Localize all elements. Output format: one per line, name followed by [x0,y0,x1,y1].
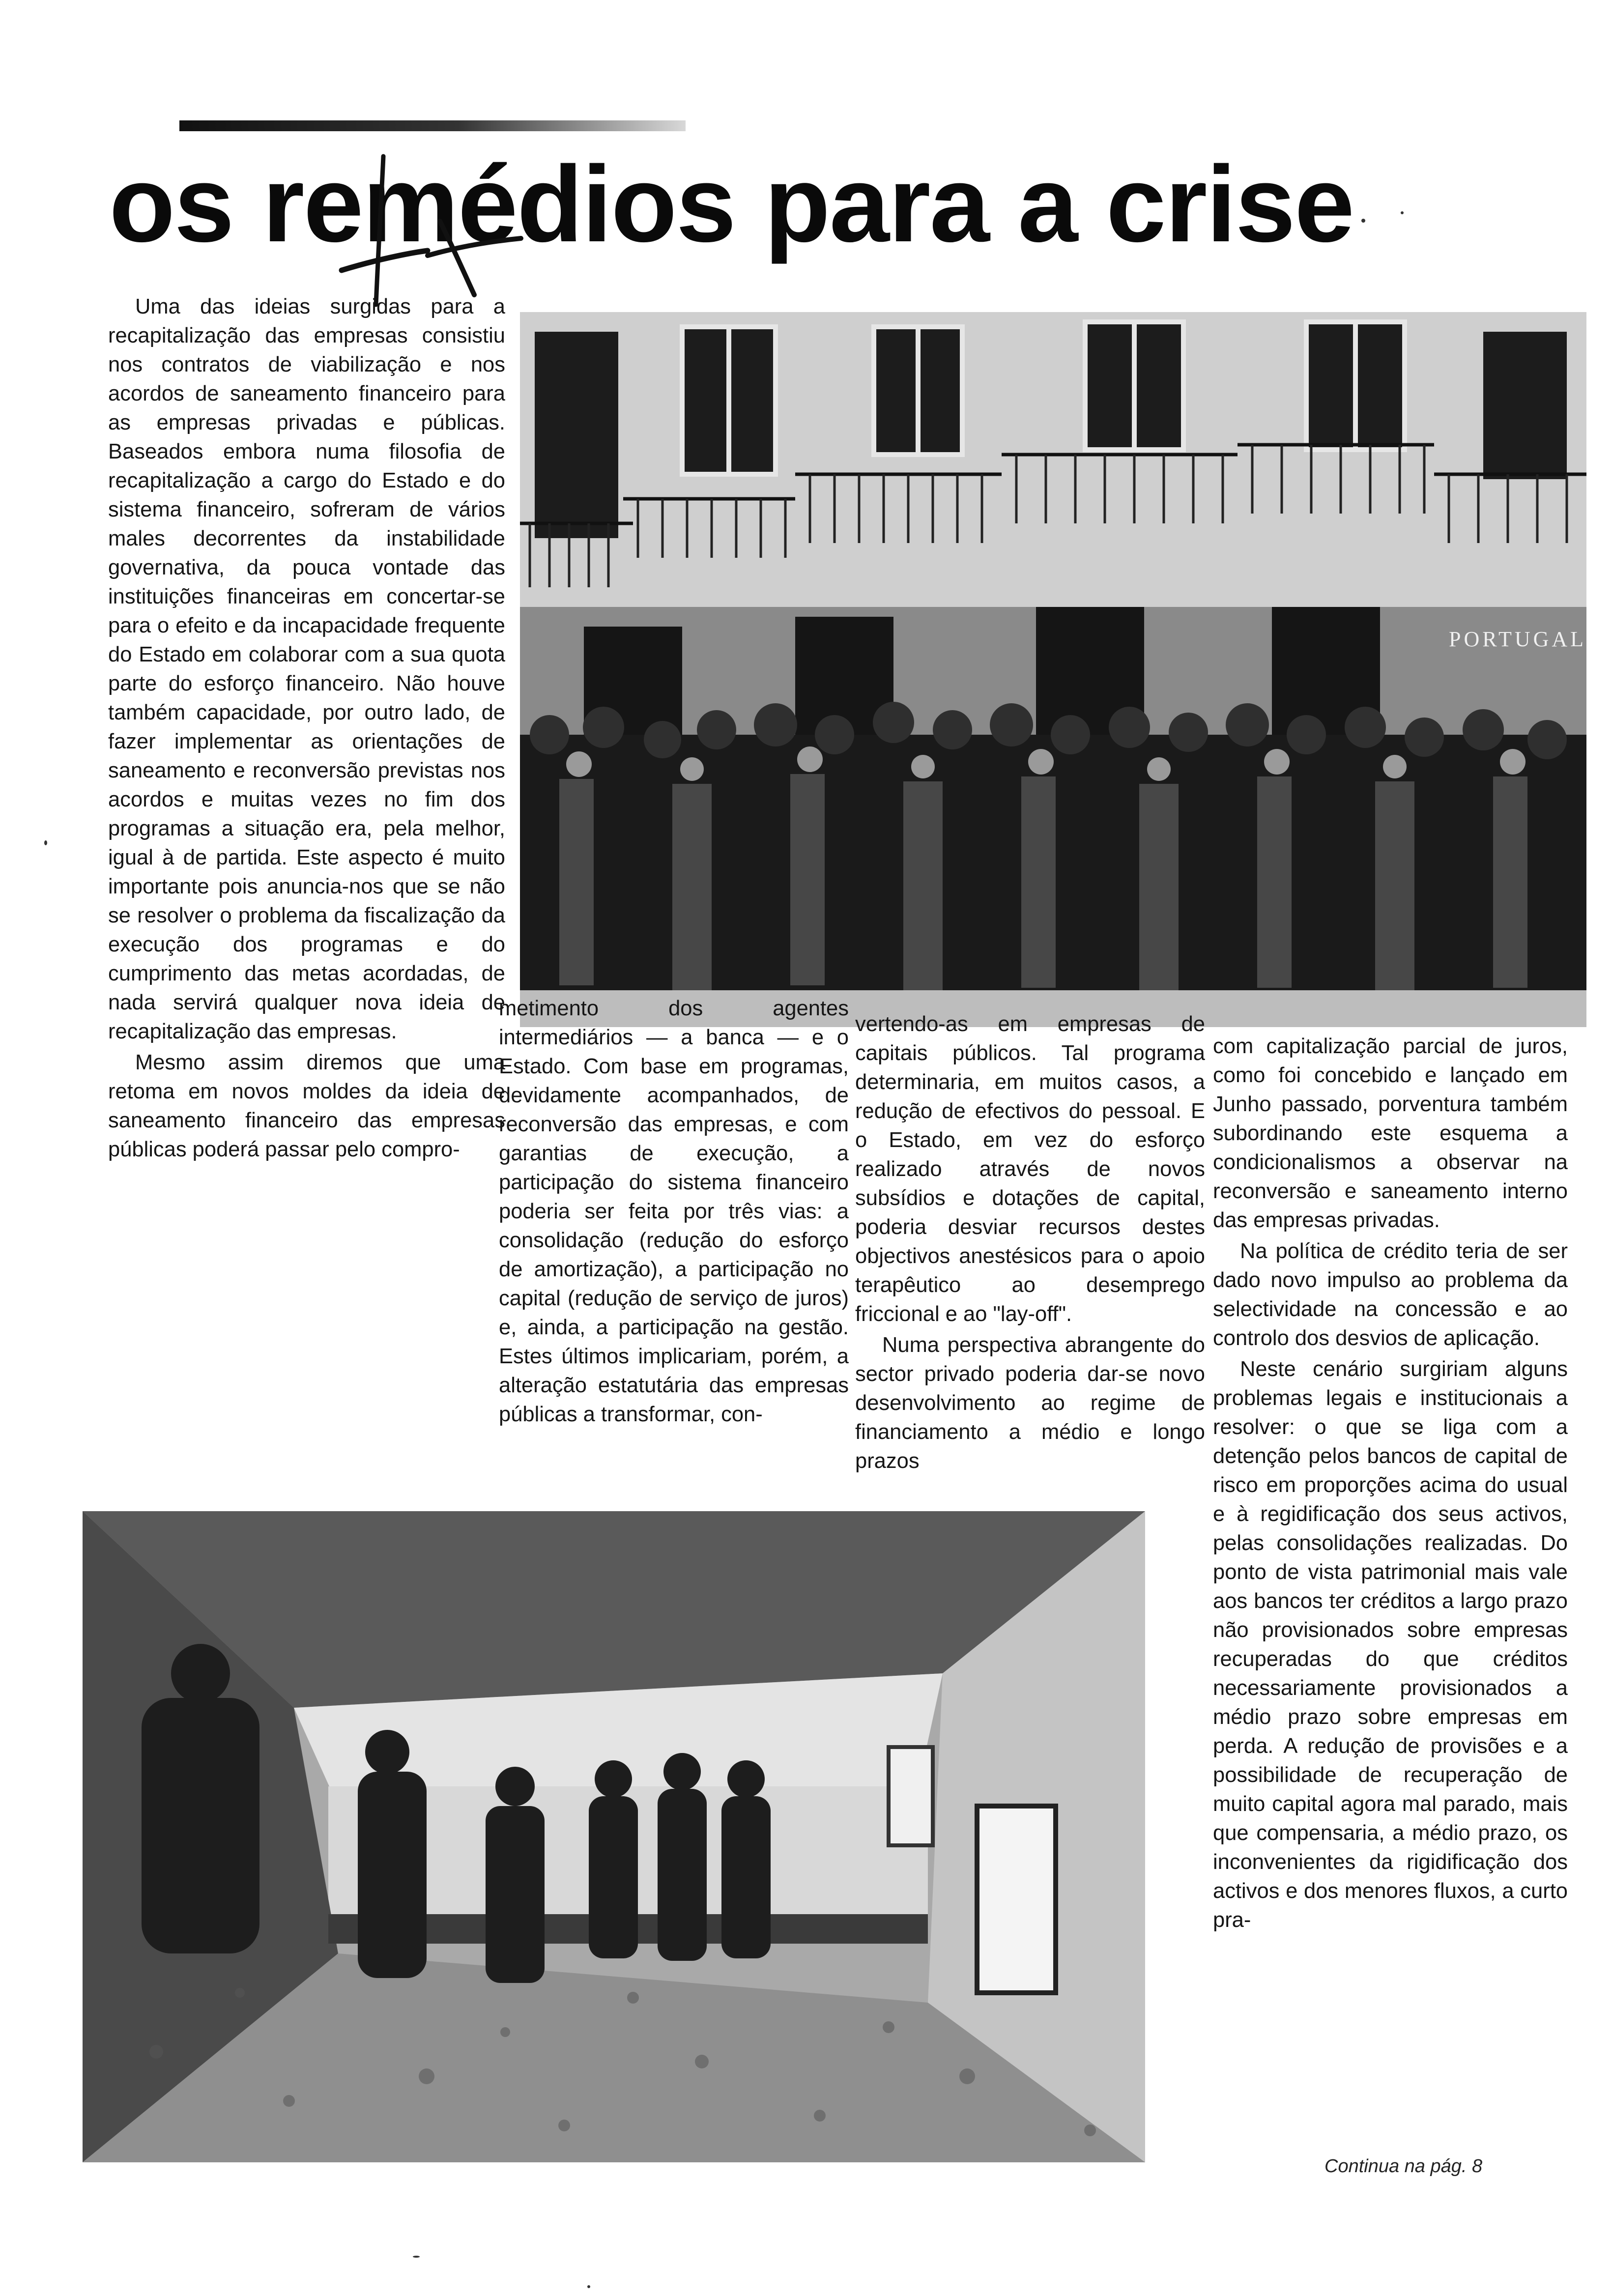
bank-interior-image [83,1511,1145,2162]
print-speck [413,2256,420,2258]
print-speck [1361,219,1365,223]
col3-paragraph-1: vertendo-as em empresas de capitais públicos. Tal programa determinaria, em muitos casos, a redução de efectivos do pessoal. E o Estado, em vez do esforço realizado através de novos subsídios e dotações de capital, poderia desviar recursos destes objectivos anestésicos para o apoio terapêutico ao desemprego friccional e ao "lay-off". [855,1012,1205,1326]
print-speck [44,840,47,845]
header-rule [179,120,686,131]
article-column-4 [1213,1032,1568,1935]
article-column-1 [108,292,505,1164]
col4-paragraph-2: Na política de crédito teria de ser dado novo impulso ao problema da selectividade na concessão e ao controlo dos desvios de aplicação. [1213,1239,1568,1350]
print-speck [587,2285,590,2288]
building-sign: PORTUGAL [1449,627,1586,651]
crowd-building-image [520,312,1586,1027]
article-headline: os remédios para a crise [109,144,1354,264]
col4-paragraph-3: Neste cenário surgiriam alguns problemas legais e institucionais a resolver: o que se liga com a detenção pelos bancos de capital de risco em proporções acima do usual e à regidificação dos seus activos, pelas consolidações realizadas. Do ponto de vista patrimonial mais vale aos bancos ter créditos a largo prazo não provisionados sobre empresas recuperadas do que créditos necessariamente provisionados a médio prazo sobre empresas em perda. A redução de provisões e a possibilidade de recuperação de muito capital agora mal parado, mais que compensaria, a médio prazo, os inconvenientes da rigidificação dos activos e dos menores fluxos, a curto pra- [1213,1357,1568,1932]
col4-paragraph-1: com capitalização parcial de juros, como foi concebido e lançado em Junho passado, porventura também subordinando este esquema a condicionalismos a observar na reconversão e saneamento interno das empresas privadas. [1213,1034,1568,1232]
col1-paragraph-1: Uma das ideias surgidas para a recapitalização das empresas consistiu nos contratos de viabilização e nos acordos de saneamento financeiro para as empresas privadas e públicas. Baseados embora numa filosofia de recapitalização a cargo do Estado e do sistema financeiro, sofreram de vários males decorrentes da instabilidade governativa, da pouca vontade das instituições financeiras em concertar-se para o efeito e da incapacidade frequente do Estado em colaborar com a sua quota parte do esforço financeiro. Não houve também capacidade, por outro lado, de fazer implementar as orientações de saneamento e reconversão previstas nos acordos e muitas vezes no fim dos programas a situação era, pela melhor, igual à de partida. Este aspecto é muito importante pois anuncia-nos que se não se resolver o problema da fiscalização da execução dos programas e do cumprimento das metas acordadas, de nada servirá qualquer nova ideia de recapitalização das empresas. [108,295,505,1043]
print-speck [1401,211,1404,214]
col3-paragraph-2: Numa perspectiva abrangente do sector privado poderia dar-se novo desenvolvimento ao regime de financiamento a médio e longo prazos [855,1333,1205,1473]
photo-crowd-building [520,312,1586,1027]
handwritten-mark [334,147,531,310]
continuation-note: Continua na pág. 8 [1324,2156,1483,2177]
photo-bank-interior [83,1511,1145,2162]
col1-paragraph-2: Mesmo assim diremos que uma retoma em novos moldes da ideia de saneamento financeiro das empresas públicas poderá passar pelo compro- [108,1051,505,1161]
article-column-3 [855,1010,1205,1476]
col2-paragraph-1: metimento dos agentes intermediários — a banca — e o Estado. Com base em programas, devidamente acompanhados, de reconversão das empresas, e com garantias de execução, a participação do sistema financeiro poderia ser feita por três vias: a consolidação (redução do esforço de amortização), a participação no capital (redução de serviço de juros) e, ainda, a participação na gestão. Estes últimos implicariam, porém, a alteração estatutária das empresas públicas a transformar, con- [499,997,849,1426]
article-column-2 [499,994,849,1429]
